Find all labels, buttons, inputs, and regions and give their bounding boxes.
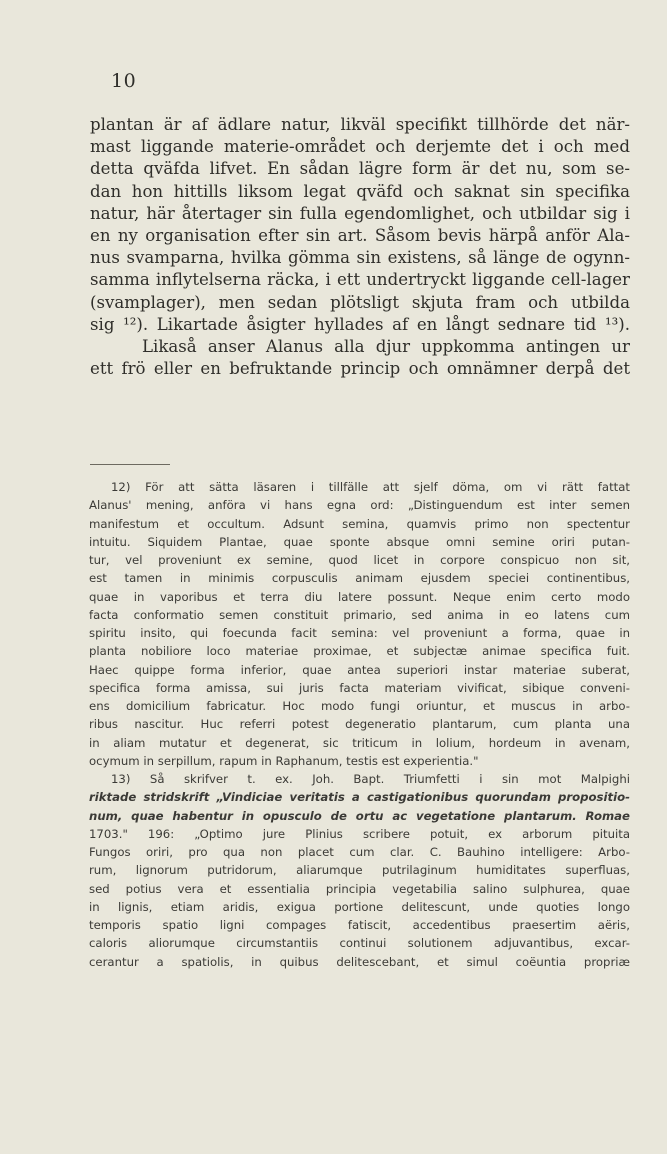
body-line: dan hon hittills liksom legat qväfd och saknat sin specifika — [90, 181, 630, 201]
footnote-line: riktade stridskrift „Vindiciae veritatis a castigationibus quorundam propositio- — [89, 790, 630, 805]
footnote-line: specifica forma amissa, sui juris facta materiam vivificat, sibique conveni- — [89, 680, 630, 695]
footnote-divider — [90, 464, 170, 465]
footnote-line: ens domicilium fabricatur. Hoc modo fungi oriuntur, et muscus in arbo- — [89, 699, 630, 713]
body-line: (svamplager), men sedan plötsligt skjuta fram och utbilda — [90, 292, 630, 312]
footnote-line: cerantur a spatiolis, in quibus delitescebant, et simul coëuntia propriæ — [89, 954, 630, 969]
footnote-line: manifestum et occultum. Adsunt semina, quamvis primo non spectentur — [89, 516, 630, 531]
footnote-line: caloris aliorumque circumstantiis continui solutionem adjuvantibus, excar- — [89, 936, 630, 951]
footnote-line: in aliam mutatur et degenerat, sic triticum in lolium, hordeum in avenam, — [89, 735, 630, 750]
body-line: en ny organisation efter sin art. Såsom bevis härpå anför Ala- — [90, 226, 630, 246]
body-line: mast liggande materie-området och derjemte det i och med — [90, 137, 630, 157]
footnote-line: Alanus' mening, anföra vi hans egna ord: „Distinguendum est inter semen — [89, 498, 630, 513]
body-line: ett frö eller en befruktande princip och omnämner derpå det — [90, 359, 630, 379]
footnote-line: intuitu. Siquidem Plantae, quae sponte absque omni semine oriri putan- — [89, 534, 630, 549]
footnote-line: planta nobiliore loco materiae proximae, et subjectæ animae specifica fuit. — [89, 644, 630, 659]
footnote-line: rum, lignorum putridorum, aliarumque putrilaginum humiditates superfluas, — [89, 863, 630, 878]
footnote-line: tur, vel proveniunt ex semine, quod licet in corpore conspicuo non sit, — [89, 553, 630, 567]
footnote-line: temporis spatio ligni compages fatiscit, accedentibus praesertim aëris, — [89, 918, 630, 932]
footnote-line: ocymum in serpillum, rapum in Raphanum, testis est experientia." — [89, 753, 479, 768]
footnote-line: Haec quippe forma inferior, quae antea superiori instar materiae suberat, — [89, 662, 630, 677]
body-line: nus svamparna, hvilka gömma sin existens, så länge de ogynn- — [90, 248, 630, 268]
body-line: plantan är af ädlare natur, likväl specifikt tillhörde det när- — [90, 115, 630, 134]
body-line: natur, här återtager sin fulla egendomlighet, och utbildar sig i — [90, 203, 630, 223]
footnote-line: Fungos oriri, pro qua non placet cum clar. C. Bauhino intelligere: Arbo- — [89, 845, 630, 859]
footnote-line: num, quae habentur in opusculo de ortu ac vegetatione plantarum. Romae — [89, 808, 630, 823]
footnote-line: facta conformatio semen constituit primario, sed anima in eo latens cum — [89, 607, 630, 622]
footnote-line: 13) Så skrifver t. ex. Joh. Bapt. Triumfetti i sin mot Malpighi — [111, 772, 630, 786]
footnote-line: in lignis, etiam aridis, exigua portione delitescunt, unde quoties longo — [89, 899, 630, 914]
footnote-line: ribus nascitur. Huc referri potest degeneratio plantarum, cum planta una — [89, 717, 630, 732]
footnote-line: quae in vaporibus et terra diu latere possunt. Neque enim certo modo — [89, 589, 630, 604]
footnote-line: 1703." 196: „Optimo jure Plinius scribere potuit, ex arborum pituita — [89, 826, 630, 841]
footnote-line: est tamen in minimis corpusculis animam ejusdem speciei continentibus, — [89, 571, 630, 586]
body-line: samma inflytelserna räcka, i ett undertryckt liggande cell-lager — [90, 270, 630, 290]
footnote-line: sed potius vera et essentialia principia vegetabilia salino sulphurea, quae — [89, 881, 630, 896]
body-line: sig ¹²). Likartade åsigter hyllades af en långt sednare tid ¹³). — [90, 314, 630, 334]
page-number: 10 — [111, 70, 137, 92]
body-line: Likaså anser Alanus alla djur uppkomma antingen ur — [142, 337, 630, 357]
body-text — [90, 114, 630, 380]
body-line: detta qväfda lifvet. En sådan lägre form är det nu, som se- — [90, 159, 630, 179]
footnotes — [89, 478, 630, 971]
footnote-line: 12) För att sätta läsaren i tillfälle att sjelf döma, om vi rätt fattat — [111, 480, 630, 494]
footnote-line: spiritu insito, qui foecunda facit semina: vel proveniunt a forma, quae in — [89, 626, 630, 640]
